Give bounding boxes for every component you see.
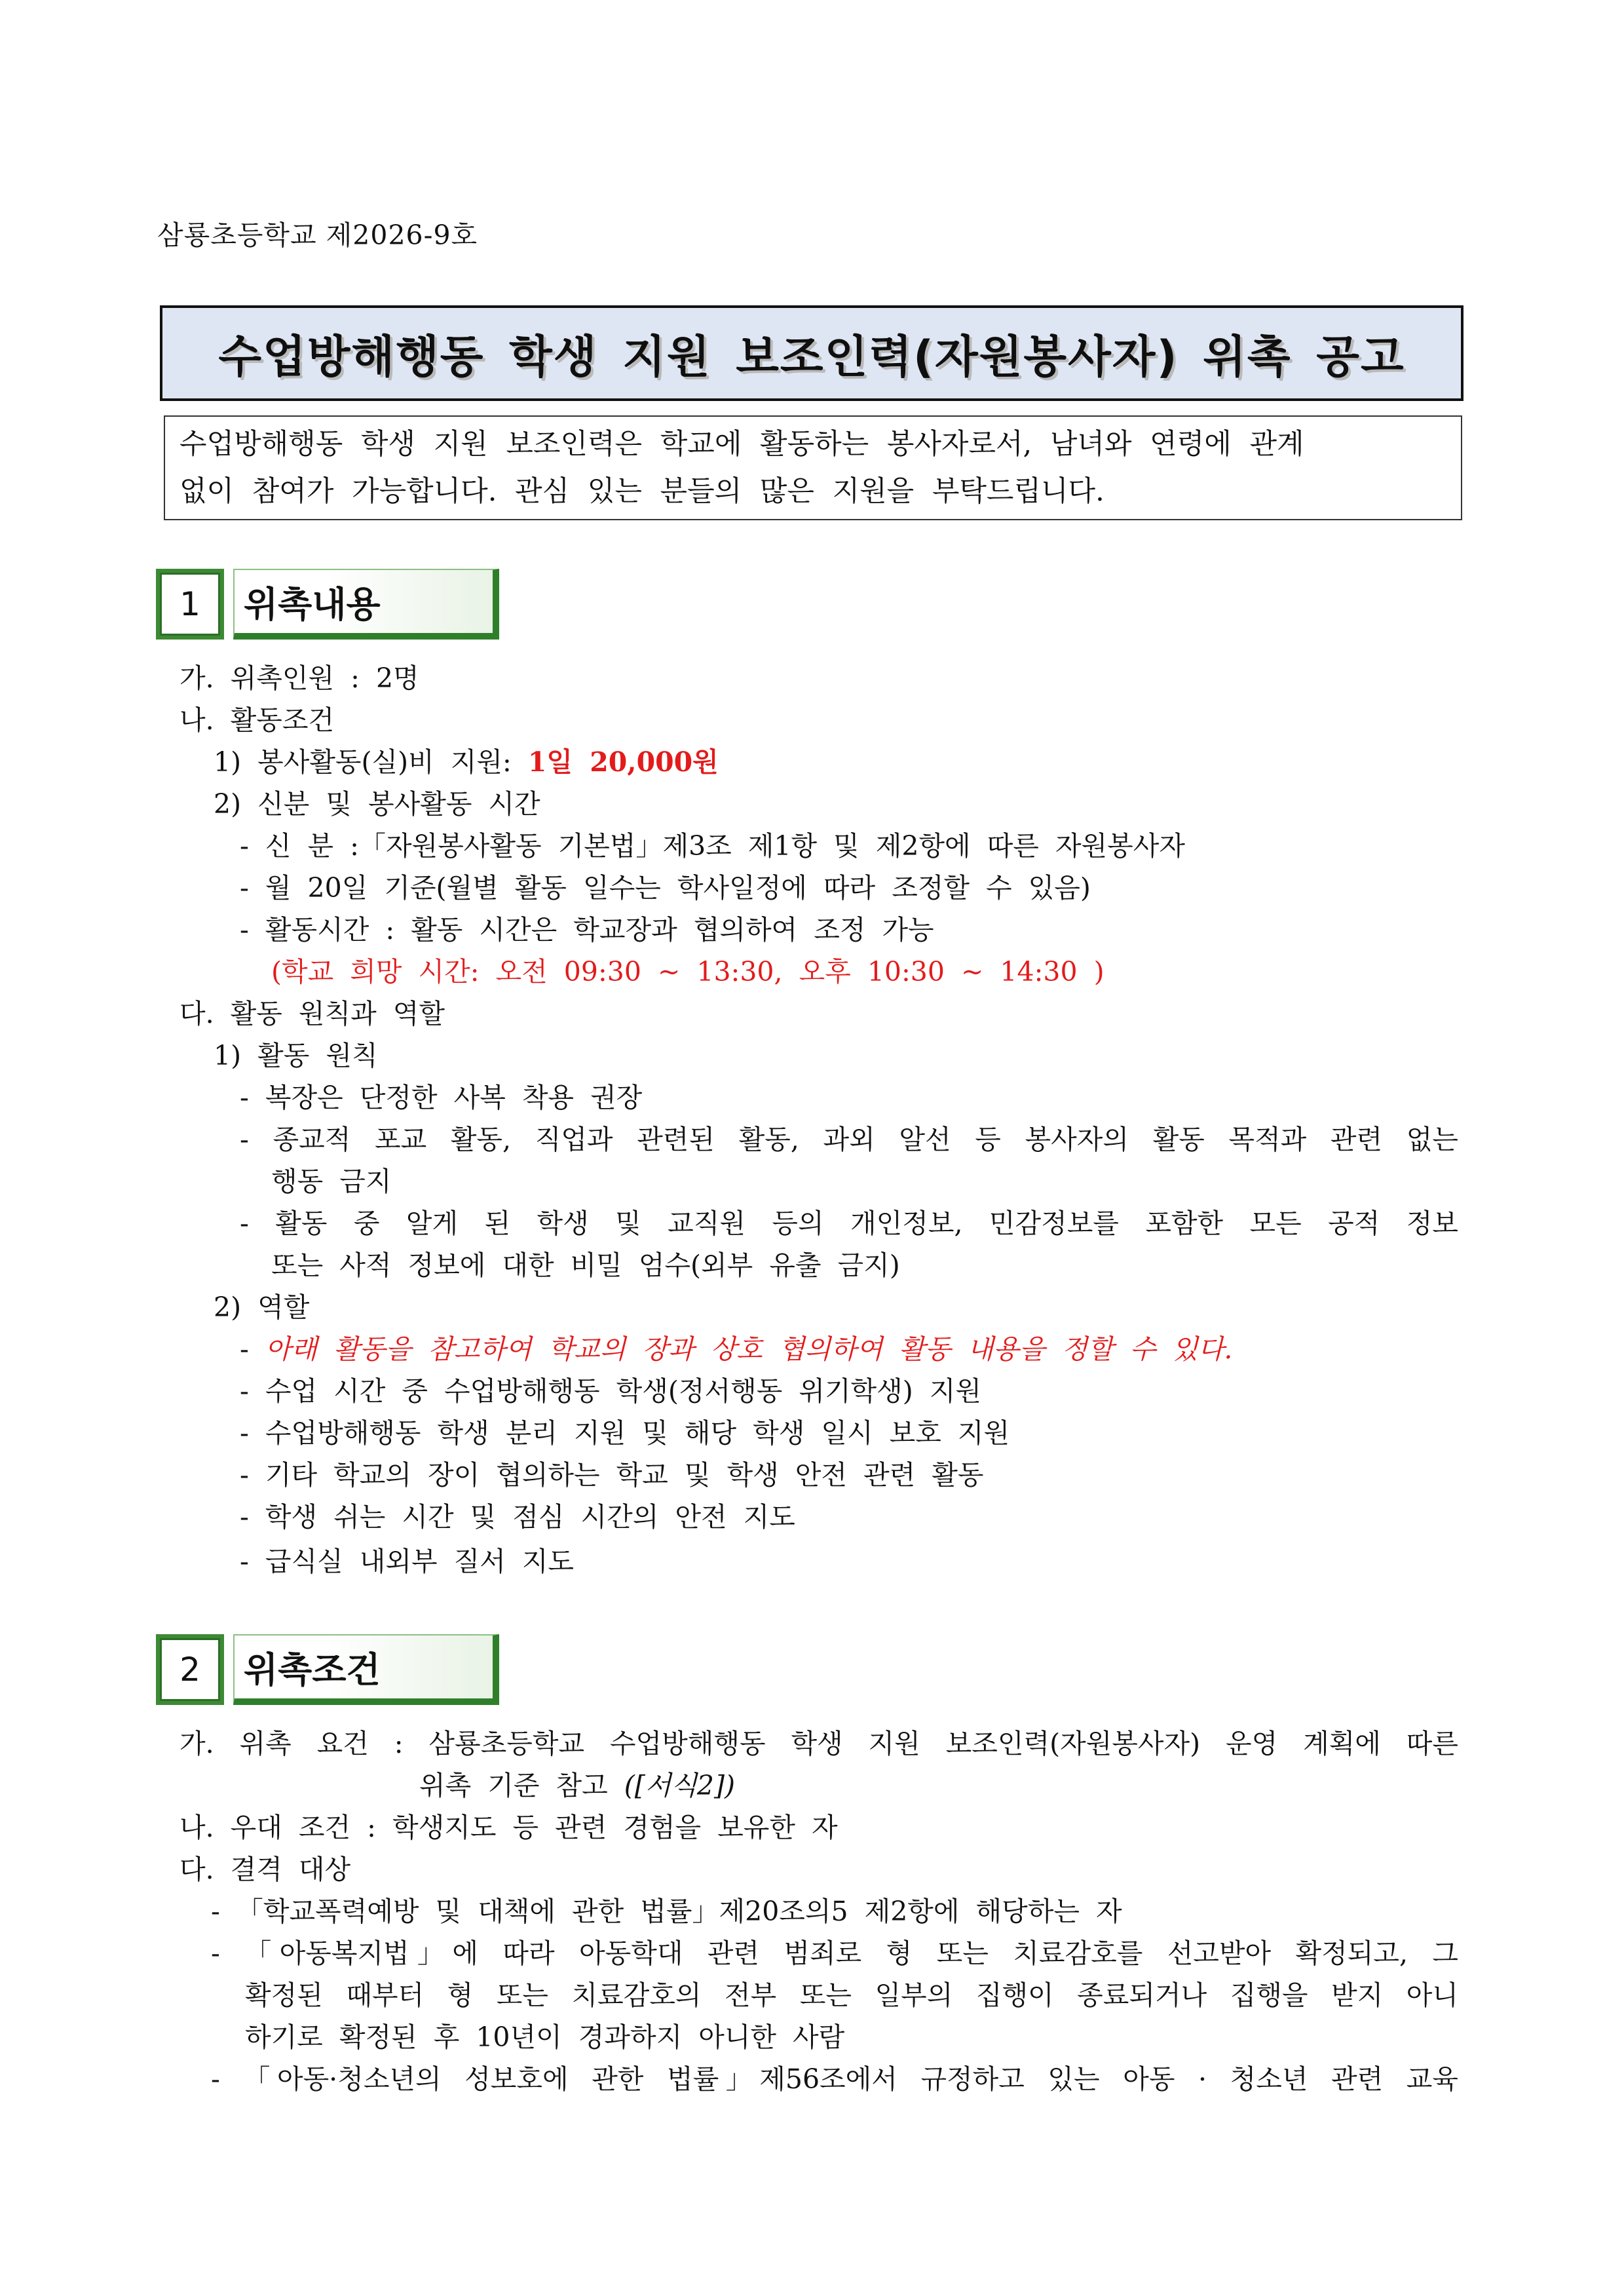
intro-line-1: 수업방해행동 학생 지원 보조인력은 학교에 활동하는 봉사자로서, 남녀와 연령에 관계	[179, 428, 1304, 461]
section-2-heading: 위촉조건	[244, 1649, 381, 1691]
intro-box	[164, 415, 1462, 520]
page-title: 수업방해행동 학생 지원 보조인력(자원봉사자) 위촉 공고	[218, 331, 1405, 383]
item-c1-prohibited-line-2: 행동 금지	[271, 1166, 392, 1197]
section-1-header	[156, 569, 483, 642]
item-b2-status-hours: 2) 신분 및 봉사활동 시간	[214, 788, 540, 820]
item-c2-note-dash: -	[240, 1333, 265, 1365]
item-c-principles-roles: 다. 활동 원칙과 역할	[179, 998, 445, 1029]
item-b2-monthly-days: - 월 20일 기준(월별 활동 일수는 학사일정에 따라 조정할 수 있음)	[240, 872, 1091, 904]
section-1-number-badge	[156, 569, 224, 640]
item-c2-roles: 2) 역할	[214, 1292, 310, 1323]
item-b2-status: - 신 분 :「자원봉사활동 기본법」제3조 제1항 및 제2항에 따른 자원봉사자	[240, 830, 1185, 862]
item-c2-cafeteria-order: - 급식실 내외부 질서 지도	[240, 1546, 575, 1577]
item-c-child-welfare-line-3: 하기로 확정된 후 10년이 경과하지 아니한 사람	[245, 2021, 845, 2053]
item-a-form-reference: ([서식2])	[624, 1770, 736, 1801]
item-a-requirements-line-2	[419, 1764, 735, 1803]
item-c2-break-guidance: - 학생 쉬는 시간 및 점심 시간의 안전 지도	[240, 1501, 795, 1533]
item-c1-prohibited-line-1: - 종교적 포교 활동, 직업과 관련된 활동, 과외 알선 등 봉사자의 활동 목적과 관련 없는	[240, 1124, 1458, 1155]
section-2-header	[156, 1634, 483, 1708]
item-a-recruit-count: 가. 위촉인원 : 2명	[179, 662, 419, 694]
item-c1-confidentiality-line-1: - 활동 중 알게 된 학생 및 교직원 등의 개인정보, 민감정보를 포함한 모든 공적 정보	[240, 1208, 1458, 1239]
intro-line-2: 없이 참여가 가능합니다. 관심 있는 분들의 많은 지원을 부탁드립니다.	[179, 475, 1105, 508]
item-a-requirements-line-1: 가. 위촉 요건 : 삼룡초등학교 수업방해행동 학생 지원 보조인력(자원봉사자) 운영 계획에 따른	[179, 1728, 1458, 1759]
item-c2-note-text: 아래 활동을 참고하여 학교의 장과 상호 협의하여 활동 내용을 정할 수 있다.	[265, 1333, 1233, 1365]
item-c2-safety-activities: - 기타 학교의 장이 협의하는 학교 및 학생 안전 관련 활동	[240, 1459, 984, 1491]
section-1-number: 1	[160, 573, 220, 636]
section-1-heading: 위촉내용	[244, 583, 381, 625]
item-b2-hours: - 활동시간 : 활동 시간은 학교장과 협의하여 조정 가능	[240, 914, 934, 946]
item-c-youth-protection-law: - 「아동·청소년의 성보호에 관한 법률」제56조에서 규정하고 있는 아동 · 청소년 관련 교육	[211, 2063, 1458, 2095]
item-c-child-welfare-line-2: 확정된 때부터 형 또는 치료감호의 전부 또는 일부의 집행이 종료되거나 집행을 받지 아니	[245, 1980, 1458, 2011]
section-1-title-bar	[233, 569, 499, 640]
item-c-disqualification: 다. 결격 대상	[179, 1854, 351, 1885]
item-c1-principles: 1) 활동 원칙	[214, 1040, 378, 1071]
section-2-number-badge	[156, 1634, 224, 1705]
item-b2-preferred-hours: (학교 희망 시간: 오전 09:30 ~ 13:30, 오후 10:30 ~ 14:30 )	[271, 956, 1105, 987]
item-c-school-violence-law: - 「학교폭력예방 및 대책에 관한 법률」제20조의5 제2항에 해당하는 자	[211, 1896, 1122, 1927]
item-c1-dress: - 복장은 단정한 사복 착용 권장	[240, 1082, 643, 1113]
item-b1-allowance	[214, 740, 719, 779]
item-c2-separation-support: - 수업방해행동 학생 분리 지원 및 해당 학생 일시 보호 지원	[240, 1417, 1010, 1449]
title-box	[160, 305, 1463, 401]
item-b-preferences: 나. 우대 조건 : 학생지도 등 관련 경험을 보유한 자	[179, 1812, 838, 1843]
item-a-requirements-text: 위촉 기준 참고	[419, 1770, 624, 1801]
section-2-number: 2	[160, 1638, 220, 1701]
document-number: 삼룡초등학교 제2026-9호	[157, 220, 478, 251]
item-c2-note	[240, 1328, 1232, 1366]
section-2-title-bar	[233, 1634, 499, 1705]
item-b1-label: 1) 봉사활동(실)비 지원:	[214, 746, 528, 778]
item-c-child-welfare-line-1: - 「아동복지법」에 따라 아동학대 관련 범죄로 형 또는 치료감호를 선고받아 확정되고, 그	[211, 1938, 1458, 1969]
item-c1-confidentiality-line-2: 또는 사적 정보에 대한 비밀 엄수(외부 유출 금지)	[271, 1250, 900, 1281]
item-c2-class-support: - 수업 시간 중 수업방해행동 학생(정서행동 위기학생) 지원	[240, 1375, 982, 1407]
item-b-conditions: 나. 활동조건	[179, 704, 335, 736]
item-b1-value: 1일 20,000원	[527, 746, 719, 778]
